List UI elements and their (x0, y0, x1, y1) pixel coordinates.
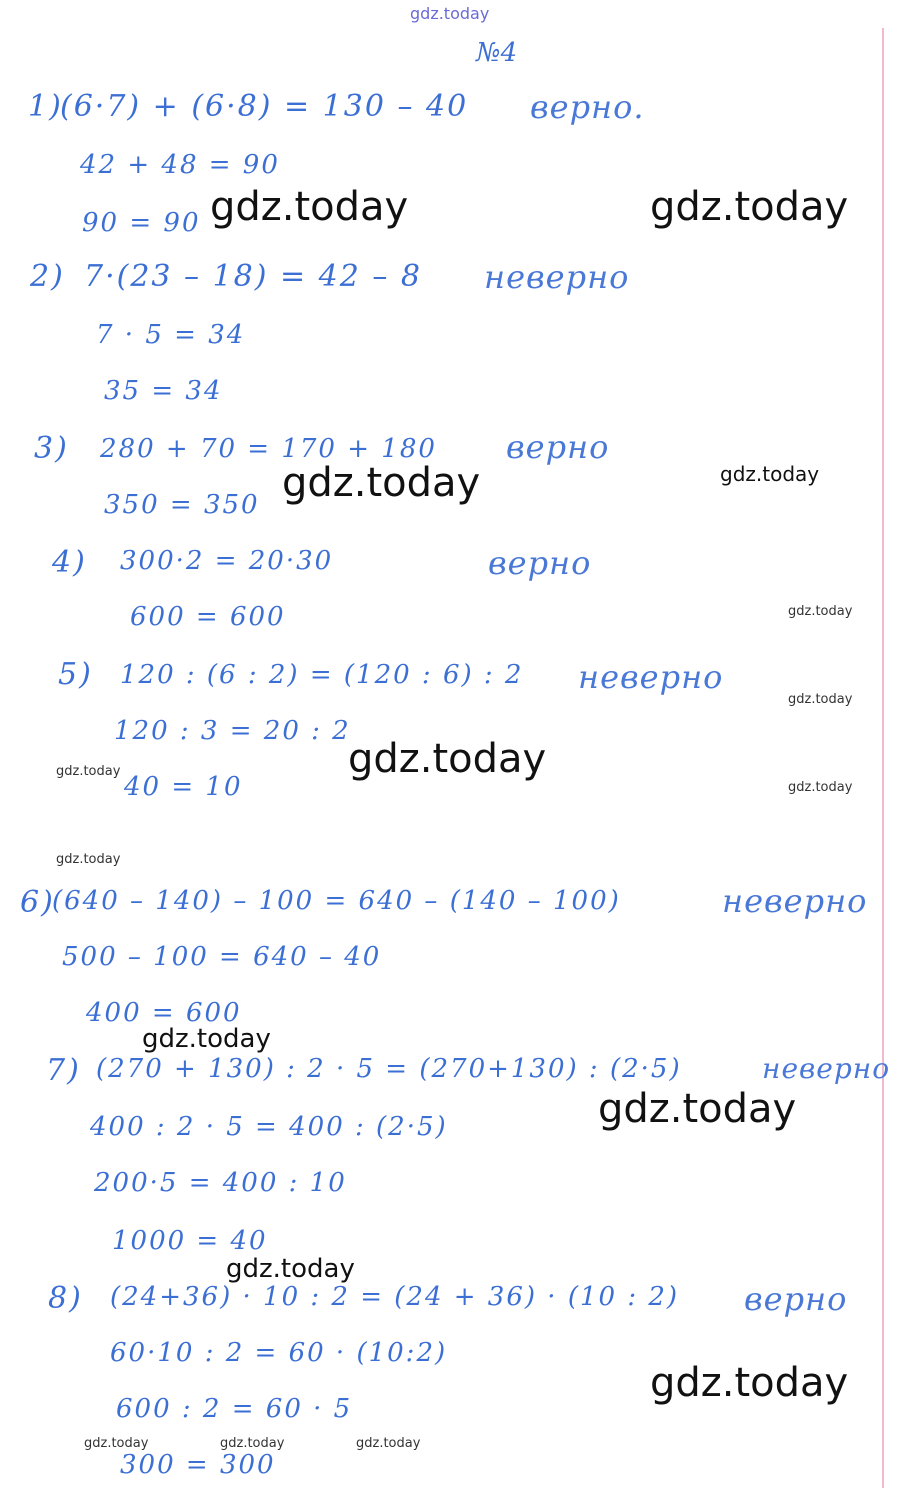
verdict: верно. (530, 88, 645, 126)
task-label: 7) (46, 1053, 81, 1088)
watermark: gdz.today (720, 462, 820, 486)
watermark-small: gdz.today (788, 780, 853, 795)
verdict: неверно (484, 258, 630, 296)
task-line: 120 : (6 : 2) = (120 : 6) : 2 (120, 660, 524, 690)
watermark: gdz.today (142, 1024, 271, 1054)
task-line: 60·10 : 2 = 60 · (10:2) (110, 1338, 448, 1368)
verdict: верно (488, 544, 592, 582)
watermark: gdz.today (348, 736, 547, 782)
task-line: 35 = 34 (104, 376, 223, 406)
task-label: 5) (58, 657, 93, 692)
task-label: 2) (30, 259, 65, 294)
task-line: 90 = 90 (82, 208, 201, 238)
task-line: 280 + 70 = 170 + 180 (100, 434, 437, 464)
watermark: gdz.today (226, 1254, 355, 1284)
watermark: gdz.today (598, 1086, 797, 1132)
margin-line (882, 28, 884, 1488)
verdict: неверно (762, 1052, 891, 1085)
task-line: 300·2 = 20·30 (120, 546, 334, 576)
verdict: неверно (722, 882, 868, 920)
watermark-small: gdz.today (56, 764, 121, 779)
task-line: (24+36) · 10 : 2 = (24 + 36) · (10 : 2) (110, 1282, 680, 1312)
task-line: 42 + 48 = 90 (80, 150, 280, 180)
task-line: 7·(23 – 18) = 42 – 8 (84, 259, 422, 294)
task-line: 600 : 2 = 60 · 5 (116, 1394, 353, 1424)
header-watermark: gdz.today (410, 4, 490, 23)
task-line: 300 = 300 (120, 1450, 276, 1480)
watermark-small: gdz.today (220, 1436, 285, 1451)
task-line: 120 : 3 = 20 : 2 (114, 716, 351, 746)
watermark-small: gdz.today (356, 1436, 421, 1451)
watermark: gdz.today (650, 184, 849, 230)
watermark: gdz.today (282, 460, 481, 506)
verdict: неверно (578, 658, 724, 696)
task-label: 3) (34, 431, 69, 466)
watermark-small: gdz.today (84, 1436, 149, 1451)
task-line: 7 · 5 = 34 (96, 320, 246, 350)
watermark-small: gdz.today (788, 604, 853, 619)
task-label: 1) (28, 89, 63, 124)
task-label: 8) (48, 1281, 83, 1316)
task-line: 400 : 2 · 5 = 400 : (2·5) (90, 1112, 448, 1142)
watermark-small: gdz.today (788, 692, 853, 707)
task-line: (640 – 140) – 100 = 640 – (140 – 100) (52, 886, 621, 916)
task-line: 400 = 600 (86, 998, 242, 1028)
task-line: 1000 = 40 (112, 1226, 268, 1256)
watermark-small: gdz.today (56, 852, 121, 867)
task-line: 600 = 600 (130, 602, 286, 632)
exercise-number: №4 (476, 38, 518, 68)
task-line: 350 = 350 (104, 490, 260, 520)
task-line: (270 + 130) : 2 · 5 = (270+130) : (2·5) (96, 1054, 682, 1084)
watermark: gdz.today (650, 1360, 849, 1406)
task-label: 4) (52, 545, 87, 580)
watermark: gdz.today (210, 184, 409, 230)
task-line: 200·5 = 400 : 10 (94, 1168, 347, 1198)
task-line: 500 – 100 = 640 – 40 (62, 942, 382, 972)
task-line: 40 = 10 (124, 772, 243, 802)
verdict: верно (744, 1280, 848, 1318)
task-label: 6) (20, 885, 55, 920)
verdict: верно (506, 428, 610, 466)
task-line: (6·7) + (6·8) = 130 – 40 (60, 89, 469, 124)
